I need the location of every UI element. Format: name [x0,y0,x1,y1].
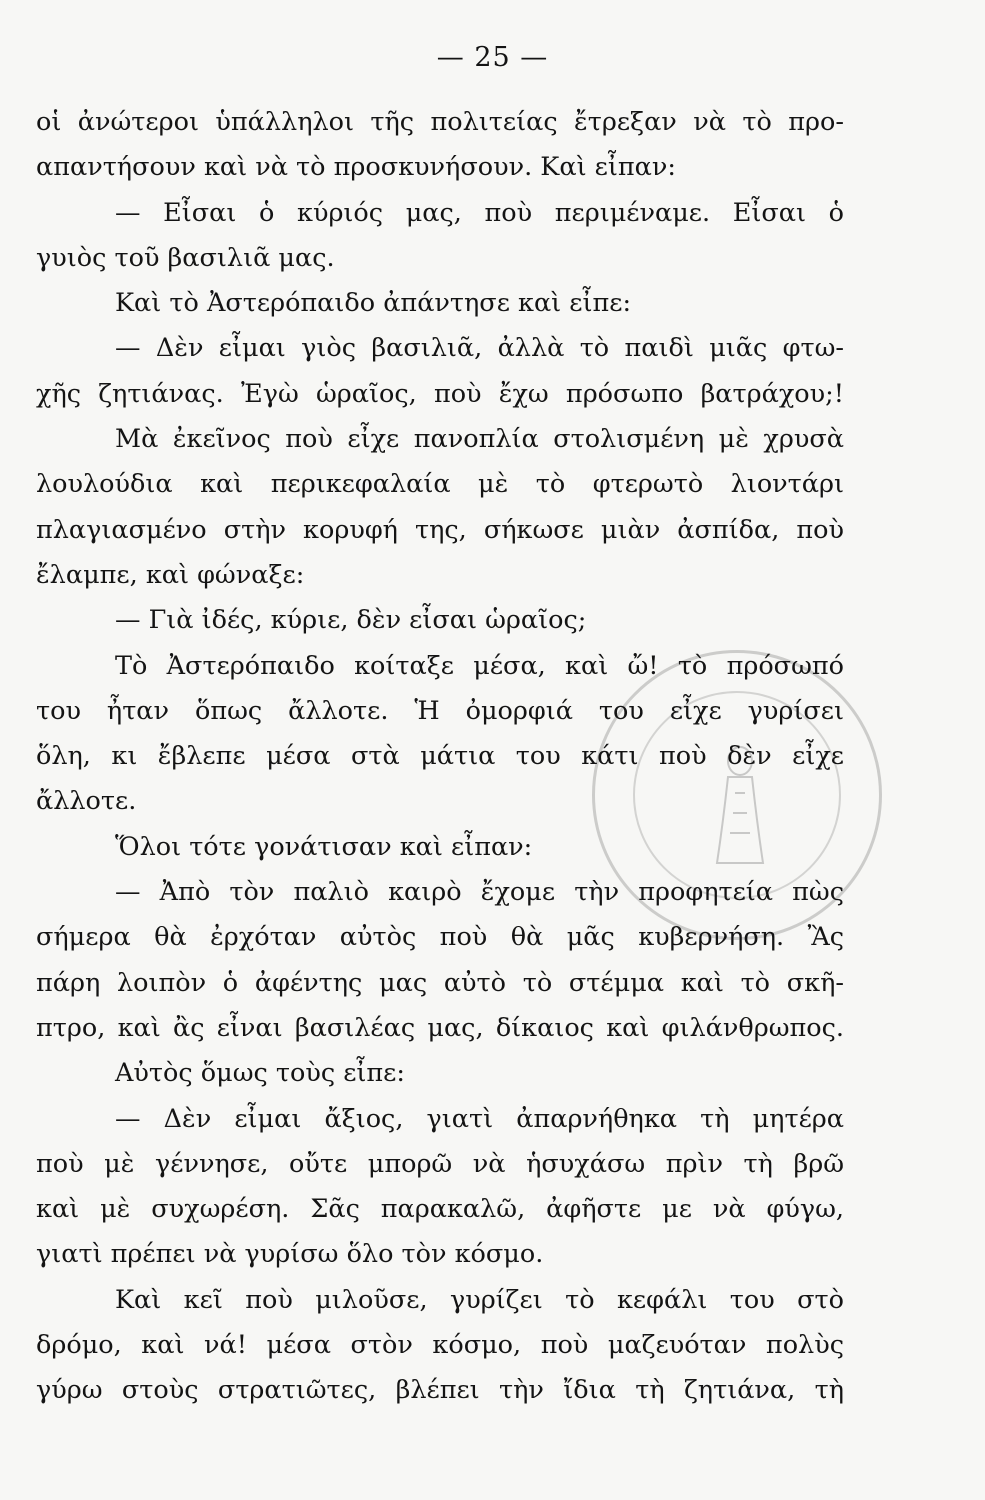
text-line: του ἦταν ὅπως ἄλλοτε. Ἡ ὀμορφιά του εἶχε γυρίσει [36,695,844,726]
text-line: γυιὸς τοῦ βασιλιᾶ μας. [36,242,335,273]
text-line: γιατὶ πρέπει νὰ γυρίσω ὅλο τὸν κόσμο. [36,1239,544,1270]
page-number: — 25 — [436,42,549,73]
body-text [36,100,844,1414]
text-line: — Δὲν εἶμαι γιὸς βασιλιᾶ, ἀλλὰ τὸ παιδὶ μιᾶς φτω- [115,333,844,364]
text-line: ἄλλοτε. [36,786,137,817]
text-line: οἱ ἀνώτεροι ὑπάλληλοι τῆς πολιτείας ἔτρεξαν νὰ τὸ προ- [36,107,844,137]
text-line: γύρω στοὺς στρατιῶτες, βλέπει τὴν ἴδια τὴ ζητιάνα, τὴ [36,1375,844,1406]
text-line: απαντήσουν καὶ νὰ τὸ προσκυνήσουν. Καὶ εἶπαν: [36,152,676,183]
text-line: — Γιὰ ἰδές, κύριε, δὲν εἶσαι ὡραῖος; [115,605,587,636]
text-line: — Ἀπὸ τὸν παλιὸ καιρὸ ἔχομε τὴν προφητεία πὼς [115,877,844,908]
text-line: πτρο, καὶ ἂς εἶναι βασιλέας μας, δίκαιος καὶ φιλάνθρωπος. [36,1012,844,1043]
text-line: Ὅλοι τότε γονάτισαν καὶ εἶπαν: [115,831,533,862]
text-line: ὅλη, κι ἔβλεπε μέσα στὰ μάτια του κάτι ποὺ δὲν εἶχε [36,741,844,772]
text-line: καὶ μὲ συχωρέση. Σᾶς παρακαλῶ, ἀφῆστε με νὰ φύγω, [36,1194,844,1225]
text-line: πλαγιασμένο στὴν κορυφή της, σήκωσε μιὰν ἀσπίδα, ποὺ [36,514,844,545]
text-line: πάρη λοιπὸν ὁ ἀφέντης μας αὐτὸ τὸ στέμμα καὶ τὸ σκῆ- [36,967,844,998]
text-line: — Δὲν εἶμαι ἄξιος, γιατὶ ἀπαρνήθηκα τὴ μητέρα [115,1103,844,1134]
text-line: — Εἶσαι ὁ κύριός μας, ποὺ περιμέναμε. Εἶσαι ὁ [115,197,844,228]
text-line: Καὶ τὸ Ἀστερόπαιδο ἀπάντησε καὶ εἶπε: [115,288,632,319]
text-line: Αὐτὸς ὅμως τοὺς εἶπε: [115,1058,405,1089]
text-line: χῆς ζητιάνας. Ἐγὼ ὡραῖος, ποὺ ἔχω πρόσωπο βατράχου;! [36,378,844,409]
text-line: ποὺ μὲ γέννησε, οὔτε μπορῶ νὰ ἡσυχάσω πρὶν τὴ βρῶ [36,1148,844,1179]
text-line: σήμερα θὰ ἐρχόταν αὐτὸς ποὺ θὰ μᾶς κυβερνήση. Ἂς [36,922,844,953]
text-line: Καὶ κεῖ ποὺ μιλοῦσε, γυρίζει τὸ κεφάλι του στὸ [115,1284,844,1315]
text-line: Τὸ Ἀστερόπαιδο κοίταξε μέσα, καὶ ὤ! τὸ πρόσωπό [115,650,844,681]
text-line: λουλούδια καὶ περικεφαλαία μὲ τὸ φτερωτὸ λιοντάρι [36,469,844,500]
text-line: Μὰ ἐκεῖνος ποὺ εἶχε πανοπλία στολισμένη μὲ χρυσὰ [115,424,844,455]
text-line: ἔλαμπε, καὶ φώναξε: [36,559,305,590]
text-line: δρόμο, καὶ νά! μέσα στὸν κόσμο, ποὺ μαζευόταν πολὺς [36,1330,844,1361]
